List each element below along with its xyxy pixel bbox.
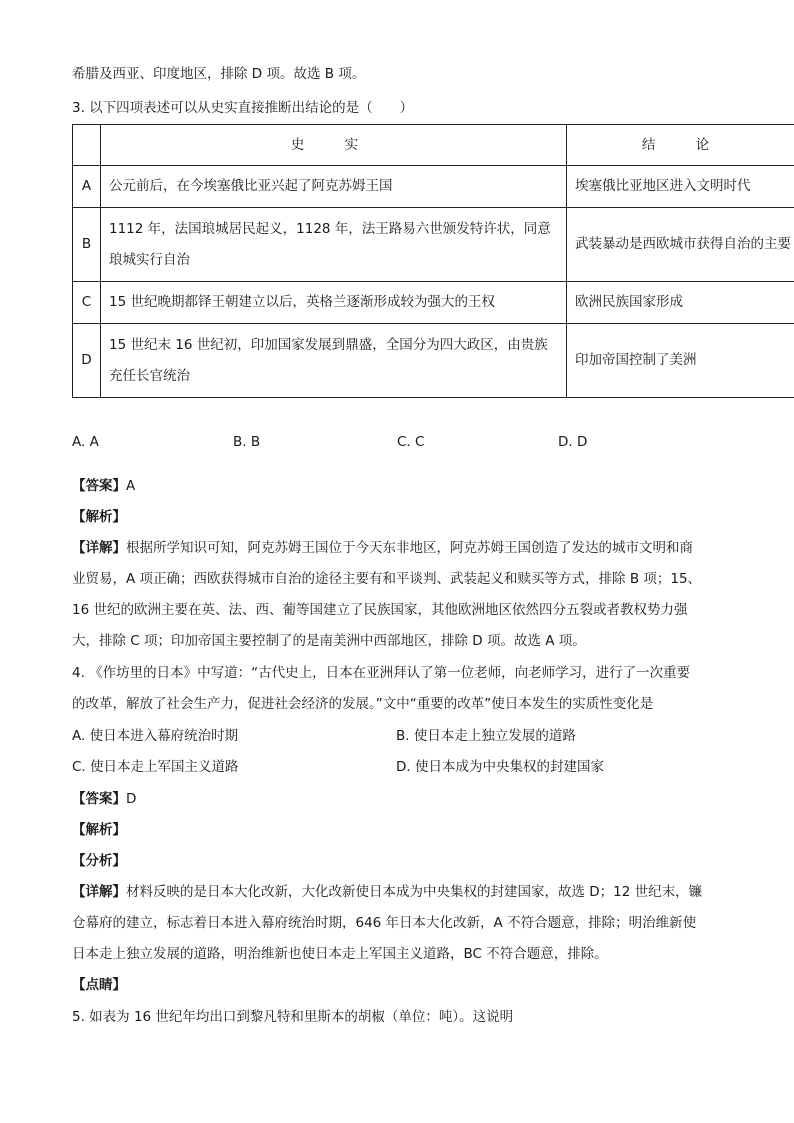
table-row (73, 208, 794, 282)
option-c: C. C (397, 434, 425, 450)
header-conclusion: 结 论 (567, 125, 794, 166)
q4-option-a: A. 使日本进入幕府统治时期 (72, 728, 239, 744)
q4-fenxi-label: 【分析】 (72, 853, 126, 869)
row-fact: 15 世纪晚期都铎王朝建立以后，英格兰逐渐形成较为强大的王权 (101, 282, 567, 324)
prev-answer-tail: 希腊及西亚、印度地区，排除 D 项。故选 B 项。 (72, 66, 366, 82)
q3-detail-line-4: 大，排除 C 项；印加帝国主要控制了的是南美洲中西部地区，排除 D 项。故选 A 项。 (72, 633, 586, 649)
row-conclusion: 埃塞俄比亚地区进入文明时代 (567, 166, 794, 208)
row-label: B (73, 208, 101, 282)
row-conclusion: 印加帝国控制了美洲 (567, 324, 794, 398)
answer-label: 【答案】 (72, 478, 126, 494)
q3-table (72, 124, 794, 398)
row-label: D (73, 324, 101, 398)
row-conclusion: 欧洲民族国家形成 (567, 282, 794, 324)
detail-text: 根据所学知识可知，阿克苏姆王国位于今天东非地区，阿克苏姆王国创造了发达的城市文明和商 (126, 540, 693, 556)
answer-label: 【答案】 (72, 791, 126, 807)
answer-value: D (126, 791, 137, 807)
q4-detail-line-2: 仓幕府的建立，标志着日本进入幕府统治时期，646 年日本大化改新，A 不符合题意，排除；明治维新使 (72, 915, 697, 931)
row-conclusion: 武装暴动是西欧城市获得自治的主要 (567, 208, 794, 282)
row-fact: 15 世纪末 16 世纪初，印加国家发展到鼎盛，全国分为四大政区，由贵族充任长官统治 (101, 324, 567, 398)
q3-stem: 3. 以下四项表述可以从史实直接推断出结论的是（ ） (72, 100, 414, 116)
q3-answer (72, 476, 135, 496)
answer-value: A (126, 478, 136, 494)
row-label: C (73, 282, 101, 324)
q3-analysis-label: 【解析】 (72, 509, 126, 525)
detail-label: 【详解】 (72, 884, 126, 900)
detail-label: 【详解】 (72, 540, 126, 556)
q4-detail-line-1 (72, 882, 702, 902)
q3-detail-line-1 (72, 538, 693, 558)
q4-option-b: B. 使日本走上独立发展的道路 (396, 728, 576, 744)
q4-stem-line-1: 4. 《作坊里的日本》中写道：“古代史上，日本在亚洲拜认了第一位老师，向老师学习，进行了一次重要 (72, 665, 691, 681)
q4-option-c: C. 使日本走上军国主义道路 (72, 759, 239, 775)
q3-detail-line-3: 16 世纪的欧洲主要在英、法、西、葡等国建立了民族国家，其他欧洲地区依然四分五裂或者教权势力强 (72, 602, 688, 618)
q4-analysis-label: 【解析】 (72, 822, 126, 838)
row-fact: 公元前后，在今埃塞俄比亚兴起了阿克苏姆王国 (101, 166, 567, 208)
option-d: D. D (558, 434, 588, 450)
table-header-row (73, 125, 794, 166)
table-row (73, 282, 794, 324)
header-label (73, 125, 101, 166)
q4-dianjing-label: 【点睛】 (72, 977, 126, 993)
q4-detail-line-3: 日本走上独立发展的道路，明治维新也使日本走上军国主义道路，BC 不符合题意，排除。 (72, 946, 608, 962)
q3-options (72, 434, 692, 454)
option-b: B. B (233, 434, 261, 450)
row-fact: 1112 年，法国琅城居民起义，1128 年，法王路易六世颁发特许状，同意琅城实行自治 (101, 208, 567, 282)
q4-stem-line-2: 的改革，解放了社会生产力，促进社会经济的发展。”文中“重要的改革”使日本发生的实质性变化是 (72, 696, 654, 712)
q4-option-d: D. 使日本成为中央集权的封建国家 (396, 759, 604, 775)
row-label: A (73, 166, 101, 208)
table-row (73, 166, 794, 208)
q3-detail-line-2: 业贸易，A 项正确；西欧获得城市自治的途径主要有和平谈判、武装起义和赎买等方式，排除 B 项；15、 (72, 571, 702, 587)
table-row (73, 324, 794, 398)
detail-text: 材料反映的是日本大化改新，大化改新使日本成为中央集权的封建国家，故选 D；12 世纪末，镰 (126, 884, 703, 900)
header-fact: 史 实 (101, 125, 567, 166)
option-a: A. A (72, 434, 99, 450)
q5-stem: 5. 如表为 16 世纪年均出口到黎凡特和里斯本的胡椒（单位：吨）。这说明 (72, 1009, 514, 1025)
q4-answer (72, 789, 136, 809)
